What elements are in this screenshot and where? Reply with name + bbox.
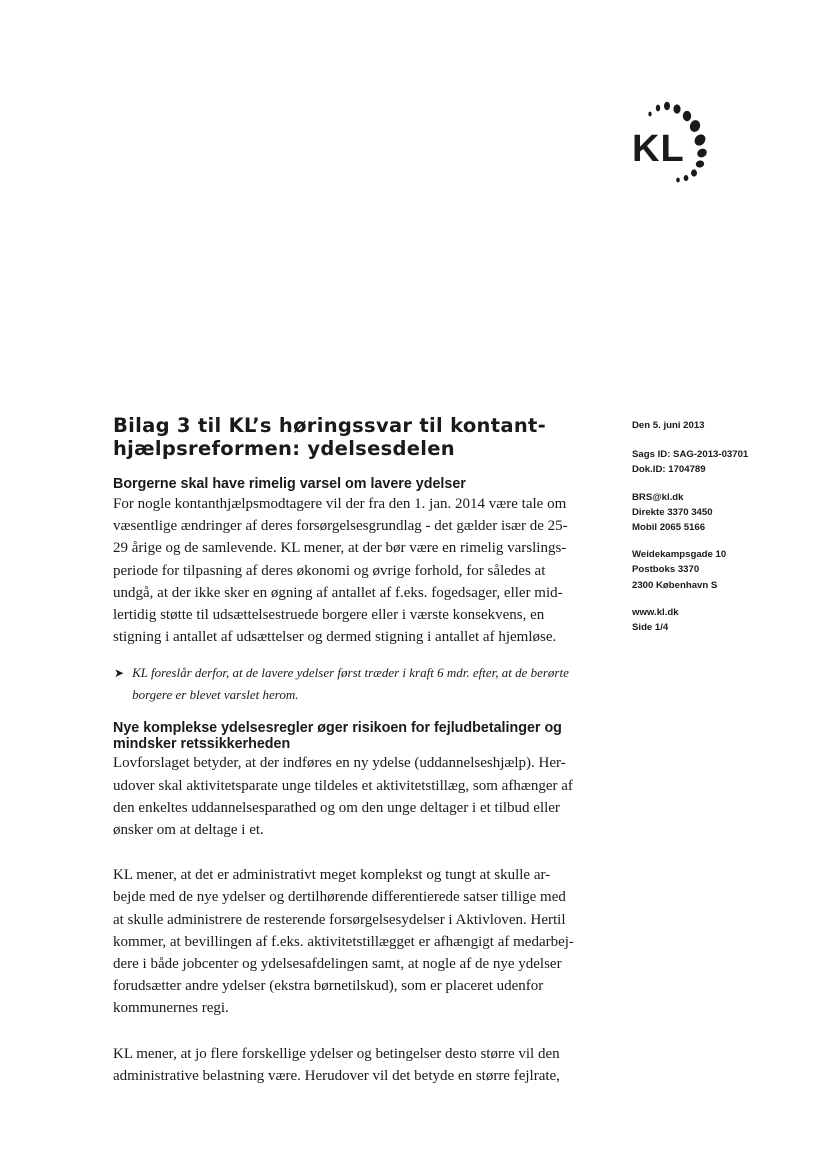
text-line: Lovforslaget betyder, at der indføres en ny ydelse (uddannelseshjælp). Her-	[113, 755, 566, 772]
street-address: Weidekampsgade 10	[632, 549, 727, 561]
email-link[interactable]: BRS@kl.dk	[632, 491, 684, 503]
text-line: KL mener, at det er administrativt meget komplekst og tungt at skulle ar-	[113, 867, 551, 884]
text-line: stigning i antallet af udsættelser og dermed stigning i antallet af hjemløse.	[113, 629, 557, 646]
text-line: bejde med de nye ydelser og dertilhørende differentierede satser tillige med	[113, 889, 566, 906]
text-line: kommunernes regi.	[113, 1000, 229, 1017]
text-line: borgere er blevet varslet herom.	[132, 687, 299, 703]
arrow-bullet-icon: ➤	[114, 666, 125, 681]
kl-logo-text: KL	[632, 128, 685, 170]
dok-id: Dok.ID: 1704789	[632, 464, 706, 476]
phone-direct: Direkte 3370 3450	[632, 506, 713, 518]
text-line: undgå, at der ikke sker en øgning af antallet af f.eks. fogedsager, eller mid-	[113, 584, 563, 601]
proposal-text	[132, 662, 569, 706]
text-line: væsentlige ændringer af deres forsørgelsesgrundlag - det gælder især de 25-	[113, 518, 568, 535]
proposal-bullet	[113, 662, 593, 706]
text-line: administrative belastning være. Herudover vil det betyde en større fejlrate,	[113, 1067, 560, 1084]
heading-line: Nye komplekse ydelsesregler øger risikoen for fejludbetalinger og	[113, 720, 562, 737]
text-line: dere i både jobcenter og ydelsesafdelingen samt, at nogle af de nye ydelser	[113, 956, 562, 973]
section-heading: Borgerne skal have rimelig varsel om lavere ydelser	[113, 476, 466, 492]
paragraph	[113, 1043, 593, 1087]
kl-logo	[620, 98, 730, 194]
text-line: udover skal aktivitetsparate unge tildeles et aktivitetstillæg, som afhænger af	[113, 777, 573, 794]
text-line: den enkeltes uddannelsesparathed og om den unge deltager i et tilbud eller	[113, 799, 560, 816]
text-line: For nogle kontanthjælpsmodtagere vil der fra den 1. jan. 2014 være tale om	[113, 496, 567, 512]
document-title-line: hjælpsreformen: ydelsesdelen	[113, 437, 455, 460]
text-line: forudsætter andre ydelser (ekstra børnetilskud), som er placeret udenfor	[113, 978, 544, 995]
text-line: KL mener, at jo flere forskellige ydelser og betingelser desto større vil den	[113, 1045, 560, 1062]
heading-line: mindsker retssikkerheden	[113, 736, 291, 753]
text-line: kommer, at bevillingen af f.eks. aktivitetstillægget er afhængigt af medarbej-	[113, 933, 574, 950]
paragraph	[113, 752, 593, 841]
text-line: lertidig støtte til udsættelsestruede borgere eller i værste konsekvens, en	[113, 607, 545, 624]
document-title	[113, 414, 593, 460]
paragraph	[113, 493, 593, 648]
text-line: at skulle administrere de resterende forsørgelsesydelser i Aktivloven. Hertil	[113, 911, 566, 928]
letter-date: Den 5. juni 2013	[632, 420, 705, 431]
document-title-line: Bilag 3 til KL’s høringssvar til kontant-	[113, 414, 547, 437]
text-line: KL foreslår derfor, at de lavere ydelser først træder i kraft 6 mdr. efter, at de berørte	[132, 665, 569, 681]
website-link[interactable]: www.kl.dk	[632, 606, 679, 618]
paragraph	[113, 864, 593, 1019]
sender-info-sidebar	[632, 418, 802, 635]
text-line: ønsker om at deltage i et.	[113, 822, 264, 839]
city: 2300 København S	[632, 579, 718, 591]
text-line: 29 årige og de samlevende. KL mener, at der bør være en rimelig varslings-	[113, 540, 567, 557]
letter-body	[113, 414, 593, 1087]
phone-mobile: Mobil 2065 5166	[632, 522, 706, 534]
postbox: Postboks 3370	[632, 564, 700, 576]
page-number: Side 1/4	[632, 622, 669, 634]
text-line: periode for tilpasning af deres økonomi og øvrige forhold, for således at	[113, 562, 546, 579]
section-heading	[113, 720, 593, 752]
sags-id: Sags ID: SAG-2013-03701	[632, 449, 749, 461]
